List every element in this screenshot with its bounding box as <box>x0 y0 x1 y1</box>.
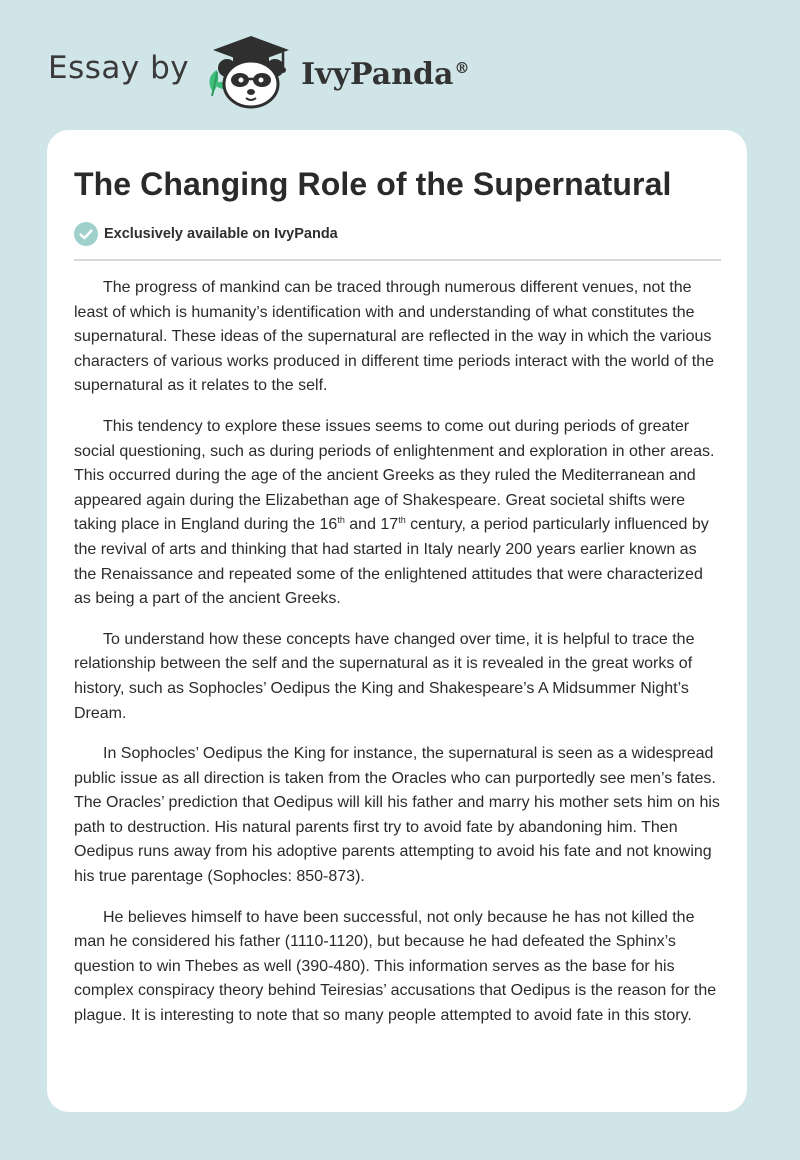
check-circle-icon <box>74 222 98 246</box>
paragraph-2 <box>74 415 721 612</box>
brand-name-text: IvyPanda <box>301 56 454 92</box>
paragraph-5: He believes himself to have been successful, not only because he has not killed the man he considered his father (1110-1120), but because he had defeated the Sphinx’s question to win Thebes as well (390-480). This information serves as the base for his complex conspiracy theory behind Teiresias’ accusations that Oedipus is the reason for the plague. It is interesting to note that so many people attempted to avoid fate in this story. <box>74 908 717 1025</box>
title-divider <box>74 259 721 261</box>
paragraph-2-text-a: This tendency to explore these issues seems to come out during periods of greater social questioning, such as during periods of enlightenment and exploration in other areas. This occurred during the age of the ancient Greeks as they ruled the Mediterranean and appeared again during the Elizabethan age of Shakespeare. Great societal shifts were taking place in England during the 16 <box>74 417 715 534</box>
paragraph-2-text-c: century, a period particularly influenced by the revival of arts and thinking that had started in Italy nearly 200 years earlier known as the Renaissance and repeated some of the enlightened attitudes that were characterized as being a part of the ancient Greeks. <box>74 516 709 608</box>
ordinal-suffix-16th: th <box>337 515 345 526</box>
ordinal-suffix-17th: th <box>398 515 406 526</box>
exclusive-badge-label: Exclusively available on IvyPanda <box>104 226 338 242</box>
page-title: The Changing Role of the Supernatural <box>74 166 672 202</box>
brand-name[interactable] <box>301 57 469 92</box>
paragraph-2-text-b: and 17 <box>344 516 399 534</box>
panda-graduate-logo-icon[interactable] <box>203 34 295 110</box>
site-header <box>48 34 469 110</box>
exclusive-badge <box>74 222 721 246</box>
essay-card <box>47 130 747 1112</box>
paragraph-4: In Sophocles’ Oedipus the King for instance, the supernatural is seen as a widespread public issue as all direction is taken from the Oracles who can purportedly see men’s fates. The Oracles’ prediction that Oedipus will kill his father and marry his mother sets him on his path to destruction. His natural parents first try to avoid fate by abandoning him. Then Oedipus runs away from his adoptive parents attempting to avoid his fate and not knowing his true parentage (Sophocles: 850-873). <box>74 745 720 886</box>
paragraph-1: The progress of mankind can be traced through numerous different venues, not the least of which is humanity’s identification with and understanding of what constitutes the supernatural. These ideas of the supernatural are reflected in the way in which the various characters of various works produced in different time periods interact with the world of the supernatural as it relates to the self. <box>74 279 715 395</box>
paragraph-3: To understand how these concepts have changed over time, it is helpful to trace the relationship between the self and the supernatural as it is revealed in the great works of history, such as Sophocles’ Oedipus the King and Shakespeare’s A Midsummer Night’s Dream. <box>74 630 695 722</box>
registered-mark: ® <box>454 58 470 77</box>
essay-by-label: Essay by <box>48 50 190 86</box>
essay-body <box>74 276 721 1029</box>
